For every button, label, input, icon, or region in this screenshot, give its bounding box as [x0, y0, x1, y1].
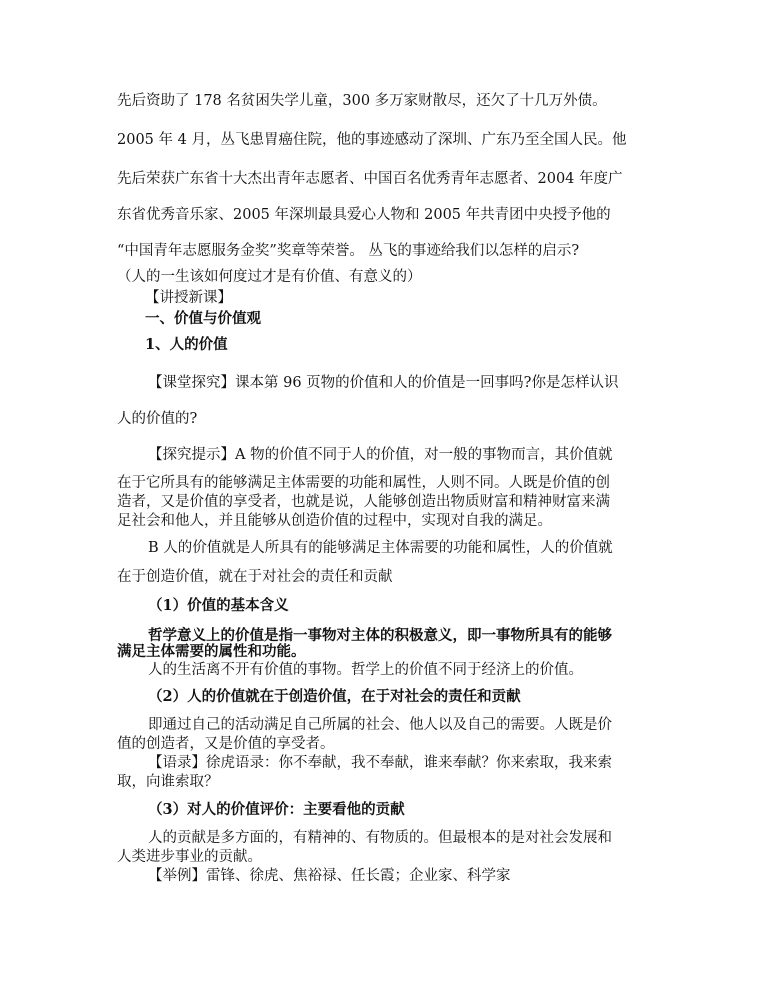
section-heading: 一、价值与价值观 — [145, 310, 261, 327]
body-line: 东省优秀音乐家、2005 年深圳最具爱心人物和 2005 年共青团中央授予他的 — [117, 207, 611, 223]
body-line: 值的创造者，又是价值的享受者。 — [117, 736, 335, 752]
body-line: 【语录】徐虎语录：你不奉献，我不奉献，谁来奉献？你来索取，我来索 — [148, 755, 612, 771]
body-line: 在于它所具有的能够满足主体需要的功能和属性，人则不同。人既是价值的创 — [117, 475, 610, 491]
body-line: “中国青年志愿服务金奖”奖章等荣誉。 丛飞的事迹给我们以怎样的启示? — [117, 243, 580, 259]
body-line: 人类进步事业的贡献。 — [117, 849, 262, 865]
body-line: 先后荣获广东省十大杰出青年志愿者、中国百名优秀青年志愿者、2004 年度广 — [117, 171, 623, 187]
definition-line: 满足主体需要的属性和功能。 — [117, 643, 306, 660]
body-line: 人的生活离不开有价值的事物。哲学上的价值不同于经济上的价值。 — [148, 662, 583, 678]
body-line: 取，向谁索取？ — [117, 774, 219, 790]
subsection-heading: （3）对人的价值评价：主要看他的贡献 — [148, 801, 405, 818]
body-line: B 人的价值就是人所具有的能够满足主体需要的功能和属性，人的价值就 — [148, 540, 613, 556]
section-label: 【讲授新课】 — [145, 290, 232, 306]
definition-line: 哲学意义上的价值是指一事物对主体的积极意义，即一事物所具有的能够 — [148, 627, 612, 644]
body-line: 足社会和他人，并且能够从创造价值的过程中，实现对自我的满足。 — [117, 513, 552, 529]
body-line: 【探究提示】A 物的价值不同于人的价值，对一般的事物而言，其价值就 — [148, 447, 613, 463]
body-line: 先后资助了 178 名贫困失学儿童，300 多万家财散尽，还欠了十几万外债。 — [117, 93, 607, 109]
body-line: 【课堂探究】课本第 96 页物的价值和人的价值是一回事吗?你是怎样认识 — [148, 375, 619, 391]
body-line: 2005 年 4 月，丛飞患胃癌住院，他的事迹感动了深圳、广东乃至全国人民。他 — [117, 132, 627, 148]
body-line: 在于创造价值，就在于对社会的责任和贡献 — [117, 569, 393, 585]
body-line: 造者，又是价值的享受者，也就是说，人能够创造出物质财富和精神财富来满 — [117, 494, 610, 510]
subsection-heading: 1、人的价值 — [145, 336, 228, 353]
body-line: 人的价值的? — [117, 411, 198, 427]
body-line: 即通过自己的活动满足自己所属的社会、他人以及自己的需要。人既是价 — [148, 717, 612, 733]
body-line: （人的一生该如何度过才是有价值、有意义的） — [117, 269, 422, 285]
subsection-heading: （1）价值的基本含义 — [148, 597, 289, 614]
subsection-heading: （2）人的价值就在于创造价值，在于对社会的责任和贡献 — [148, 688, 521, 705]
body-line: 人的贡献是多方面的，有精神的、有物质的。但最根本的是对社会发展和 — [148, 830, 612, 846]
body-line: 【举例】雷锋、徐虎、焦裕禄、任长霞；企业家、科学家 — [148, 868, 511, 884]
